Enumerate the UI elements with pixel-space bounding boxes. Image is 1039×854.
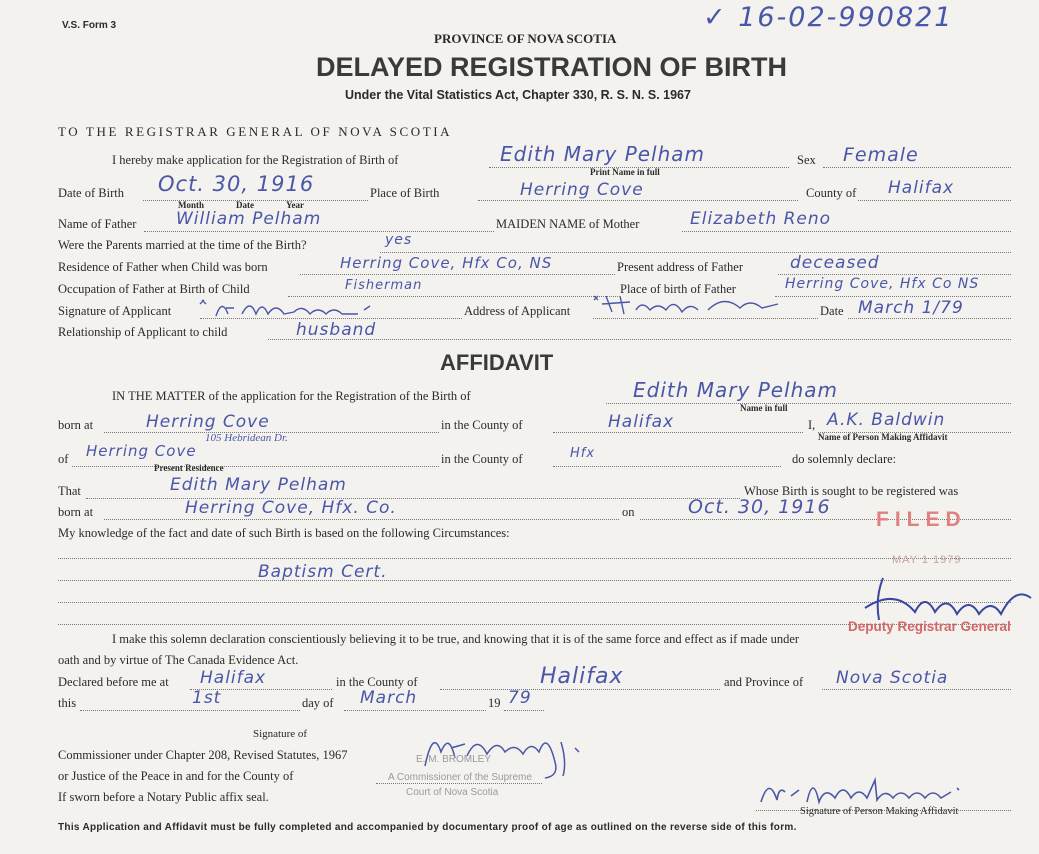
this-label: this: [58, 696, 77, 710]
month-label: Month: [178, 200, 205, 210]
in-county-label: in the County of: [336, 675, 418, 689]
father-label: Name of Father: [58, 217, 137, 231]
date-field-label: Date: [820, 304, 844, 318]
father-field: William Pelham: [176, 209, 322, 229]
month-field: March: [360, 688, 418, 708]
on-label: on: [622, 505, 635, 519]
father-birthplace-label: Place of birth of Father: [620, 282, 736, 296]
present-residence-label: Present Residence: [154, 463, 224, 473]
year-label: Year: [286, 200, 304, 210]
born-at2-field: Herring Cove, Hfx. Co.: [185, 498, 397, 518]
day-of-label: day of: [302, 696, 334, 710]
deputy-registrar: Deputy Registrar General: [848, 619, 1011, 634]
affidavit-matter: IN THE MATTER of the application for the Registration of the Birth of: [112, 389, 471, 403]
declared-at-field: Halifax: [200, 668, 267, 688]
born-at-label: born at: [58, 418, 94, 432]
father-birthplace-field: Herring Cove, Hfx Co NS: [785, 276, 980, 292]
present-address-label: Present address of Father: [617, 260, 744, 274]
that-name-field: Edith Mary Pelham: [170, 475, 347, 495]
declared-province-field: Nova Scotia: [836, 668, 949, 688]
print-name-label: Print Name in full: [590, 167, 660, 177]
filed-stamp: FILED: [876, 508, 967, 531]
justice-text: or Justice of the Peace in and for the County of: [58, 769, 294, 783]
child-name-field: Edith Mary Pelham: [500, 142, 706, 166]
declare-label: do solemnly declare:: [792, 452, 897, 466]
form-title: DELAYED REGISTRATION OF BIRTH: [316, 52, 788, 82]
year-prefix: 19: [488, 696, 501, 710]
form-number: V.S. Form 3: [62, 20, 117, 31]
on-date-field: Oct. 30, 1916: [688, 496, 831, 518]
married-label: Were the Parents married at the time of the Birth?: [58, 238, 307, 252]
residence-extra: 105 Hebridean Dr.: [205, 432, 288, 444]
filed-date: MAY 1 1979: [892, 554, 962, 566]
that-label: That: [58, 484, 81, 498]
whose-birth-label: Whose Birth is sought to be registered was: [744, 484, 959, 498]
year-field: 79: [508, 688, 532, 708]
affiant-signature-label: Signature of Person Making Affidavit: [800, 806, 959, 817]
residence-label: Residence of Father when Child was born: [58, 260, 268, 274]
form-subtitle: Under the Vital Statistics Act, Chapter 330, R. S. N. S. 1967: [345, 88, 691, 102]
affidavit-county-field: Halifax: [608, 412, 675, 432]
dob-field: Oct. 30, 1916: [158, 172, 315, 196]
stamp-court: Court of Nova Scotia: [406, 787, 499, 798]
county-field: Halifax: [888, 178, 955, 198]
sex-label: Sex: [797, 153, 816, 167]
place-field: Herring Cove: [520, 180, 644, 200]
declared-before-label: Declared before me at: [58, 675, 169, 689]
oath-text: oath and by virtue of The Canada Evidence Act.: [58, 653, 299, 667]
notary-text: If sworn before a Notary Public affix seal.: [58, 790, 269, 804]
signature-applicant-label: Signature of Applicant: [58, 304, 172, 318]
declared-county-field: Halifax: [540, 664, 624, 689]
affidavit-county-label: in the County of: [441, 418, 523, 432]
married-field: yes: [385, 232, 413, 248]
affidavit-heading: AFFIDAVIT: [440, 350, 554, 375]
stamp-name: E. M. BROMLEY: [416, 754, 492, 765]
sex-field: Female: [843, 144, 919, 166]
date-label: Date: [236, 200, 254, 210]
present-address-field: deceased: [790, 253, 880, 273]
affiant-signature: [755, 772, 995, 810]
occupation-field: Fisherman: [345, 278, 423, 293]
date-field: March 1/79: [858, 298, 964, 318]
declaration-text: I make this solemn declaration conscientiously believing it to be true, and knowing that it is of the same force and effect as if made under: [112, 632, 800, 646]
circumstance-field: Baptism Cert.: [258, 562, 388, 582]
province-label: and Province of: [724, 675, 804, 689]
affidavit-county2-label: in the County of: [441, 452, 523, 466]
applicant-address-scribble: [590, 290, 790, 320]
relationship-field: husband: [296, 320, 377, 340]
dob-label: Date of Birth: [58, 186, 124, 200]
mother-label: MAIDEN NAME of Mother: [496, 217, 640, 231]
born-at2-label: born at: [58, 505, 94, 519]
residence-field: Herring Cove, Hfx Co, NS: [340, 254, 553, 272]
signature-of-label: Signature of: [253, 728, 308, 740]
born-at-field: Herring Cove: [146, 412, 270, 432]
affidavit-county2-field: Hfx: [570, 446, 596, 461]
affidavit-name: Edith Mary Pelham: [633, 378, 839, 402]
affiant-name-field: A.K. Baldwin: [827, 410, 946, 430]
stamp-commissioner: A Commissioner of the Supreme: [388, 772, 532, 783]
mother-field: Elizabeth Reno: [690, 209, 832, 229]
occupation-label: Occupation of Father at Birth of Child: [58, 282, 250, 296]
place-label: Place of Birth: [370, 186, 440, 200]
applicant-address-label: Address of Applicant: [464, 304, 571, 318]
relationship-label: Relationship of Applicant to child: [58, 325, 228, 339]
commissioner-text: Commissioner under Chapter 208, Revised Statutes, 1967: [58, 748, 348, 762]
affiant-label: Name of Person Making Affidavit: [818, 432, 948, 442]
i-label: I,: [808, 418, 816, 432]
county-label: County of: [806, 186, 857, 200]
applicant-signature: [198, 296, 398, 322]
knowledge-text: My knowledge of the fact and date of such Birth is based on the following Circumstances:: [58, 526, 510, 540]
name-in-full-label: Name in full: [740, 403, 788, 413]
footer-note: This Application and Affidavit must be fully completed and accompanied by documentary proof of age as outlined on the reverse side of this form.: [58, 822, 797, 833]
province-heading: PROVINCE OF NOVA SCOTIA: [434, 31, 617, 46]
to-registrar: TO THE REGISTRAR GENERAL OF NOVA SCOTIA: [58, 124, 453, 139]
affiant-residence-field: Herring Cove: [86, 442, 197, 460]
application-intro: I hereby make application for the Registration of Birth of: [112, 153, 399, 167]
of-label: of: [58, 452, 69, 466]
day-field: 1st: [192, 688, 222, 708]
registration-number: ✓ 16-02-990821: [703, 2, 954, 33]
